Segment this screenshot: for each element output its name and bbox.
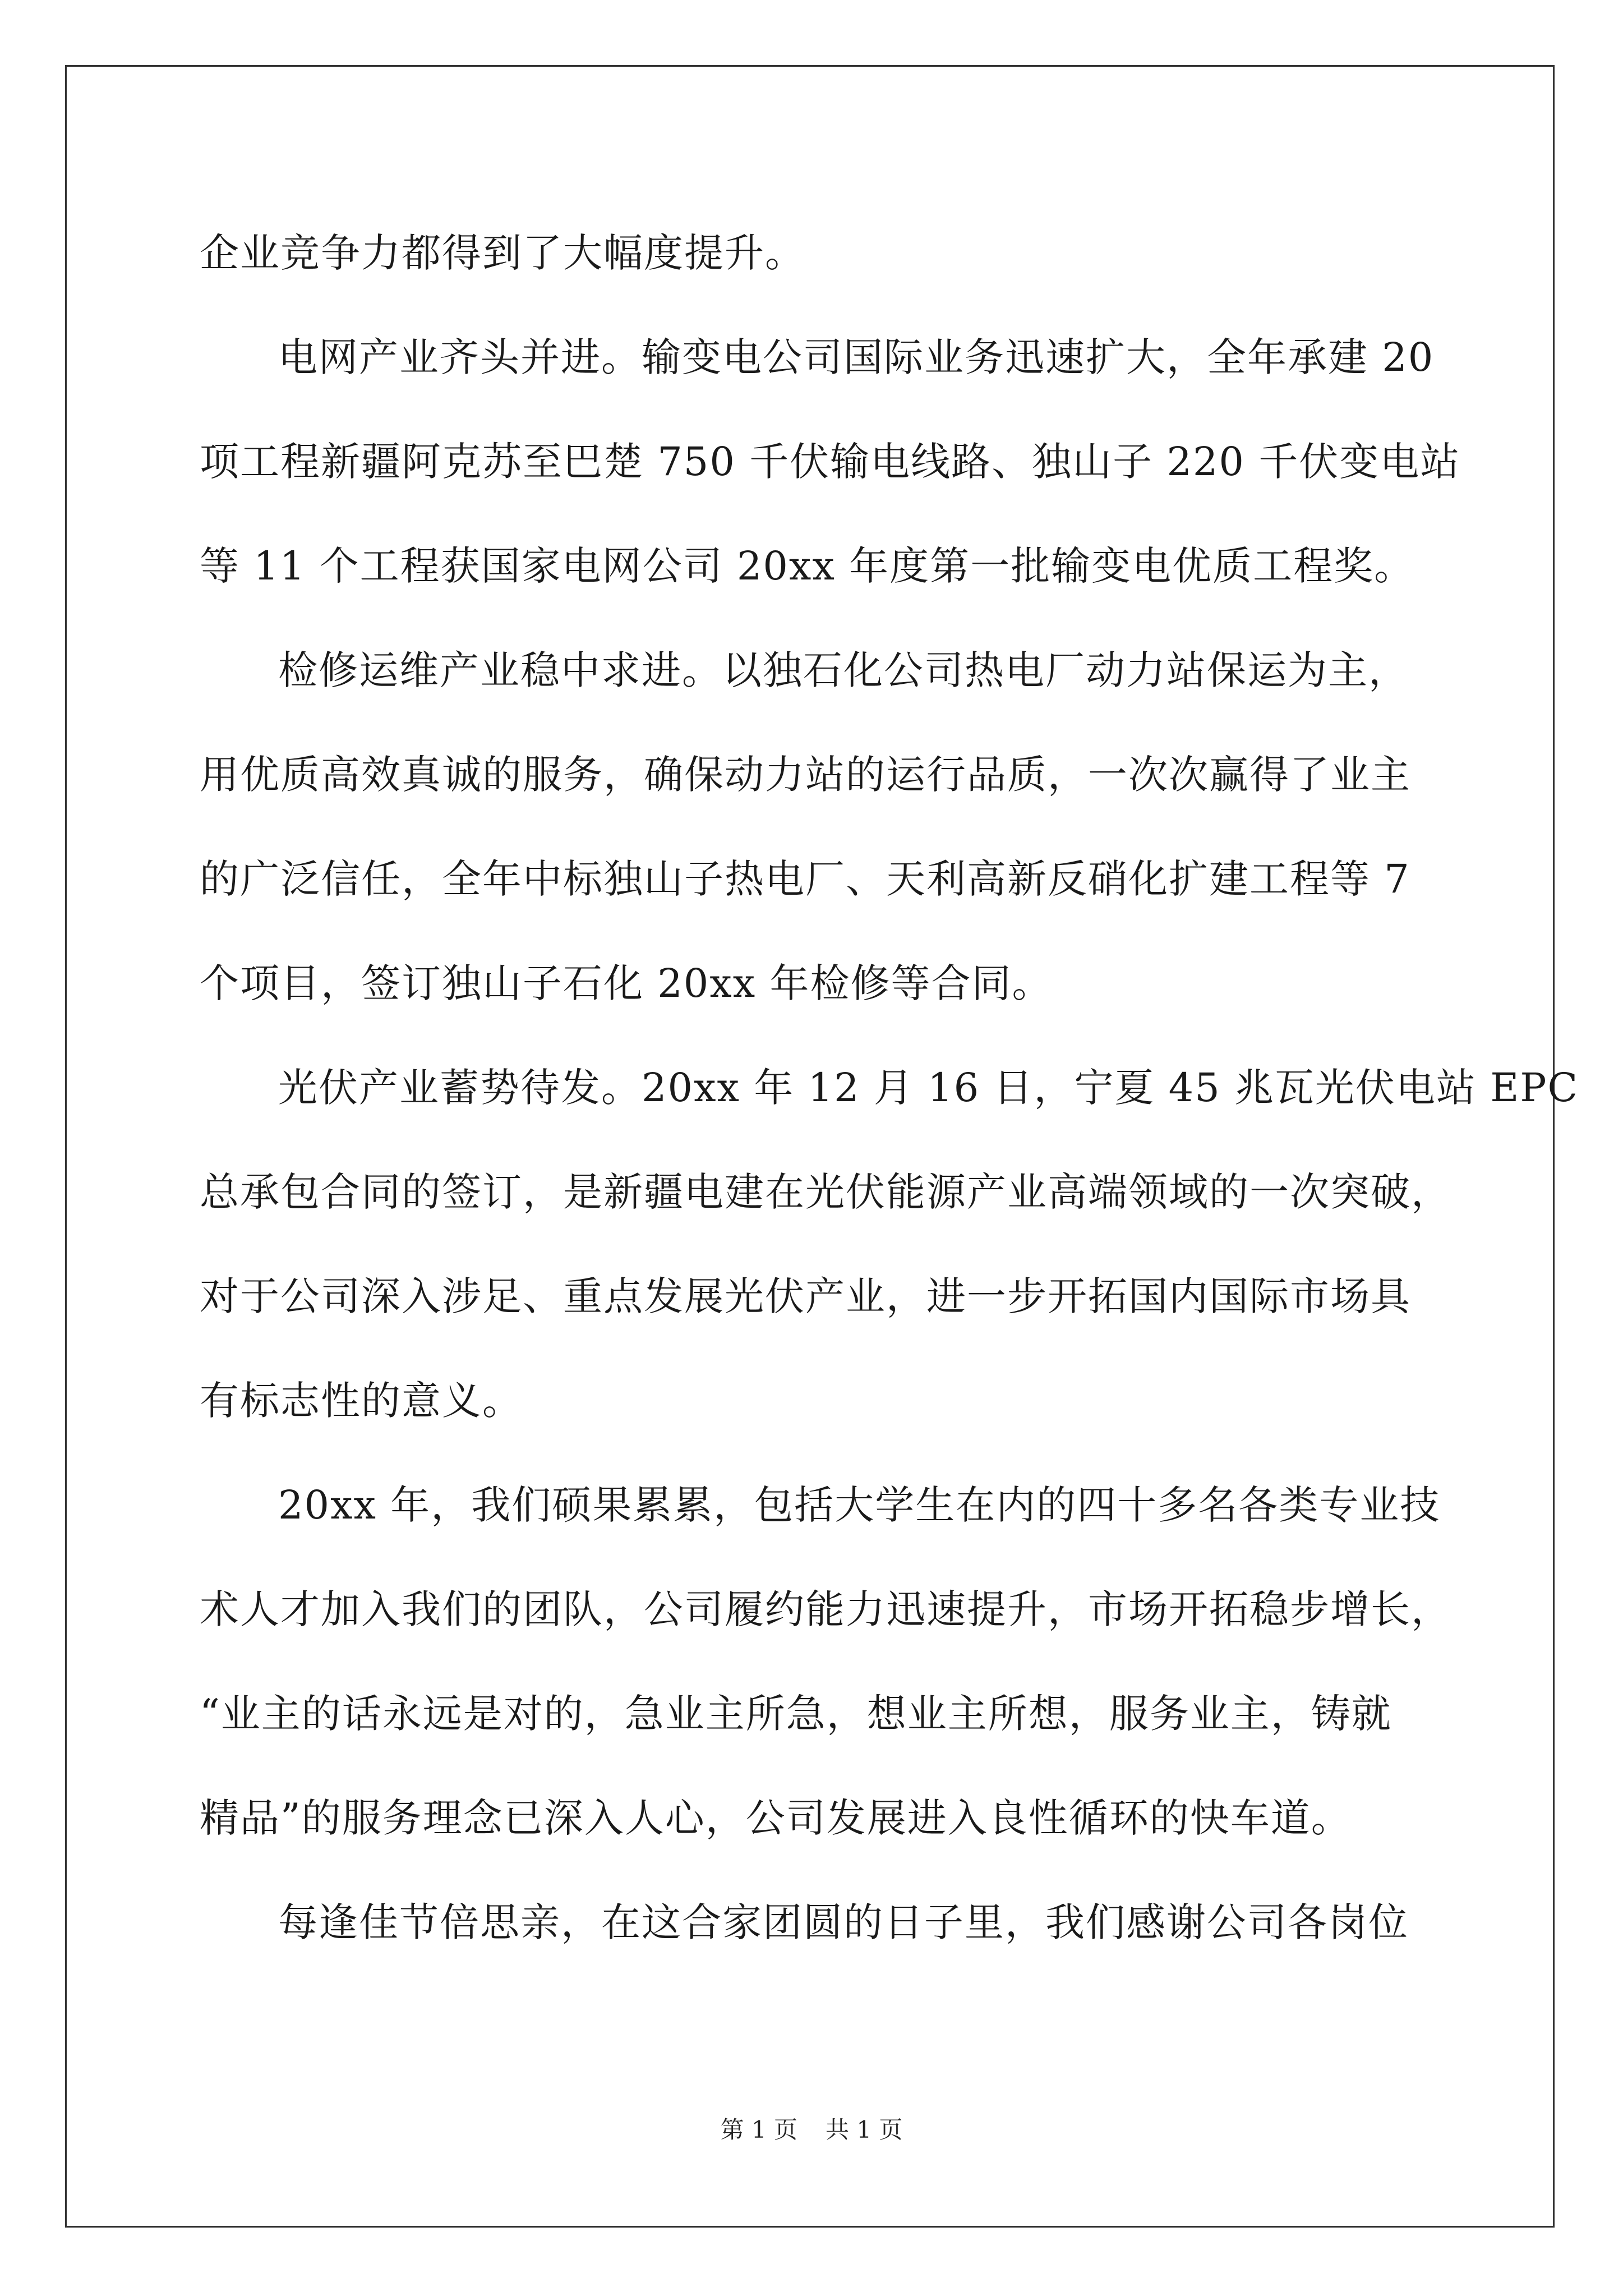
text-line: 等 11 个工程获国家电网公司 20xx 年度第一批输变电优质工程奖。 [200, 543, 1415, 589]
text-line: 用优质高效真诚的服务，确保动力站的运行品质，一次次赢得了业主 [200, 752, 1411, 798]
text-line: 项工程新疆阿克苏至巴楚 750 千伏输电线路、独山子 220 千伏变电站 [200, 439, 1461, 485]
text-line: 企业竞争力都得到了大幅度提升。 [200, 230, 805, 276]
text-line: 每逢佳节倍思亲，在这合家团圆的日子里，我们感谢公司各岗位 [278, 1899, 1409, 1945]
page-total: 共 1 页 [826, 2116, 903, 2143]
text-line: 检修运维产业稳中求进。以独石化公司热电厂动力站保运为主， [278, 647, 1409, 693]
page-number: 第 1 页 [720, 2116, 797, 2143]
text-line: 精品”的服务理念已深入人心，公司发展进入良性循环的快车道。 [200, 1795, 1352, 1841]
text-line: 20xx 年，我们硕果累累，包括大学生在内的四十多名各类专业技 [278, 1482, 1441, 1528]
document-body [200, 201, 1579, 1975]
text-line: 的广泛信任，全年中标独山子热电厂、天利高新反硝化扩建工程等 7 [200, 856, 1410, 902]
page-footer [0, 2116, 1623, 2144]
text-line: “业主的话永远是对的，急业主所急，想业主所想，服务业主，铸就 [200, 1691, 1392, 1737]
text-line: 个项目，签订独山子石化 20xx 年检修等合同。 [200, 960, 1053, 1006]
text-line: 光伏产业蓄势待发。20xx 年 12 月 16 日，宁夏 45 兆瓦光伏电站 EPC [278, 1065, 1579, 1111]
text-line: 术人才加入我们的团队，公司履约能力迅速提升，市场开拓稳步增长， [200, 1586, 1451, 1632]
text-line: 总承包合同的签订，是新疆电建在光伏能源产业高端领域的一次突破， [200, 1169, 1451, 1215]
text-line: 对于公司深入涉足、重点发展光伏产业，进一步开拓国内国际市场具 [200, 1273, 1411, 1319]
text-line: 电网产业齐头并进。输变电公司国际业务迅速扩大，全年承建 20 [278, 334, 1435, 380]
text-line: 有标志性的意义。 [200, 1378, 523, 1424]
